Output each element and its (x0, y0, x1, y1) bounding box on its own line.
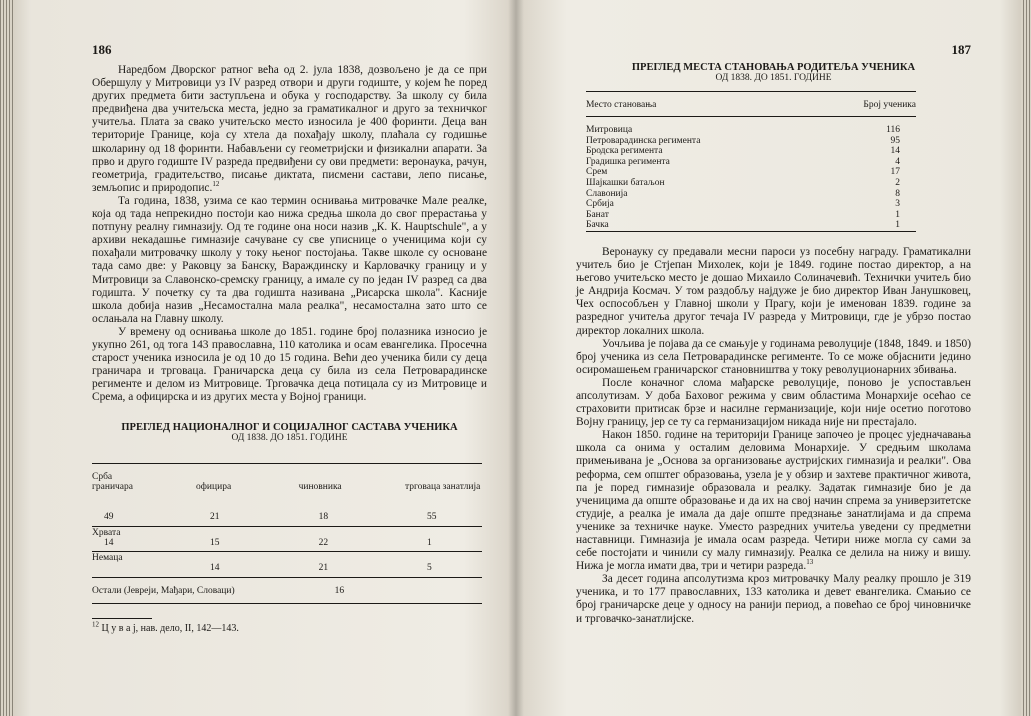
left-page (0, 0, 515, 716)
footnote (92, 623, 487, 634)
place-cell: Бродска регимента (586, 146, 663, 157)
table-row (586, 136, 916, 147)
cell: 5 (427, 563, 432, 574)
count-cell: 8 (895, 188, 900, 199)
group-label: Срба (92, 472, 113, 483)
others-value: 16 (295, 577, 482, 603)
table-row (586, 146, 916, 157)
right-text (576, 246, 971, 626)
count-cell: 14 (890, 146, 900, 157)
count-cell: 17 (890, 167, 900, 178)
table-rule-bottom (586, 231, 916, 232)
paragraph: За десет година апсолутизма кроз митровачку Малу реалку прошло је 319 ученика, и то 177 православних, 133 католика и девет евангелика. Смањио се број граничарске деце у односу на ранији период, а повећао се број чиновничке и трговачко-занатлијске. (576, 573, 971, 625)
paragraph-text: Након 1850. године на територији Границе започео је процес уједначавања школа са онима у осталим деловима Монархије. У средњим школама примењивана је „Основа за организовање аустријских гимназија и реалки". Ова реформа, сем општег образовања, узела је у обзир и захтеве практичног живота, па је поред гимназије образовала и реалку. Задатак гимназије био је да ученицима да опште образовање и да их на свој начин спрема за универзитетске студије, а реалка је имала да даје опште предзнање занатлијама и да спрема ученике за техничке науке. Уместо разредних учитеља уведени су предметни наставници. Гимназија је имала осам разреда. Четири ниже могла су сами за себе постојати и чинили су малу гимназију. Реалка се делила на нижу и вишу. Нижа је могла имати два, три и четири разреда. (576, 429, 971, 573)
others-label: Остали (Јевреји, Мађари, Словаци) (92, 577, 295, 603)
composition-table (92, 470, 482, 603)
count-cell: 2 (895, 177, 900, 188)
paragraph (576, 429, 971, 573)
count-cell: 1 (895, 209, 900, 220)
page-number: 186 (92, 42, 112, 57)
footnote-number: 12 (92, 621, 99, 630)
table-subtitle: ОД 1838. ДО 1851. ГОДИНЕ (231, 433, 348, 444)
residence-table (586, 125, 916, 231)
residence-table-header (586, 94, 916, 116)
table-subtitle: ОД 1838. ДО 1851. ГОДИНЕ (715, 73, 832, 83)
table-rule-bottom (92, 603, 482, 604)
footnote-text: Ц у в а ј, нав. дело, II, 142—143. (101, 623, 239, 635)
count-cell: 4 (895, 156, 900, 167)
count-cell: 1 (895, 220, 900, 231)
cell: 15 (210, 537, 220, 548)
table-rule (586, 91, 916, 92)
place-cell: Бачка (586, 220, 609, 231)
paragraph-text: Наредбом Дворског ратног већа од 2. јула 1838, дозвољено је да се при Обершулу у Митровици уз IV разред отвори и други годиште, у којем ће поред других предмета бити заступљена и обука у господарству. За школу су била предвиђена два учитељска места, једно за граматикалног и друго за техничког учитеља. Плата за свако учитељско место износила је 400 форинти. Деца ван територије Границе, која су хтела да похађају школу, плаћала су годишње школарину од 18 форинти. Набављени су геометријски и физикални апарати. За прво и друго годиште IV разреда предвиђени су ови предмети: веронаука, рачун, геометрија, градитељство, писање диктата, писмени састави, лепо писање, земљопис и природопис. (92, 64, 487, 194)
footnote-ref: 12 (212, 180, 220, 189)
place-cell: Славонија (586, 188, 628, 199)
col-header: чиновника (298, 482, 342, 493)
table-row (586, 210, 916, 221)
place-cell: Градишка регимента (586, 156, 670, 167)
footnote-rule (92, 618, 152, 619)
cell: 22 (318, 537, 329, 548)
cell: 1 (427, 537, 432, 548)
place-cell: Србија (586, 199, 614, 210)
table-row (586, 178, 916, 189)
paragraph (92, 64, 487, 195)
table-rule (92, 463, 482, 464)
table-title: ПРЕГЛЕД НАЦИОНАЛНОГ И СОЦИЈАЛНОГ САСТАВА УЧЕНИКА (121, 422, 458, 434)
national-composition-table (92, 422, 487, 604)
paragraph: После коначног слома мађарске револуције, поново је успостављен апсолутизам. У доба Баховог режима у свим областима Монархије осећао се страховити притисак брзе и насилне германизације, који није осетио поготово Војну границу, јер се ту са германизацијом никада није ни престајало. (576, 376, 971, 429)
table-row (586, 189, 916, 200)
col-header-count: Број ученика (863, 99, 916, 110)
paragraph: Уочљива је појава да се смањује у годинама револуције (1848, 1849. и 1850) број ученика из села Петроварадинске регименте. То се може објаснити једино осиромашењем граничарског становништва у току револуционарних збивања. (576, 337, 971, 376)
page-number: 187 (951, 42, 971, 57)
paragraph: Та година, 1838, узима се као термин оснивања митровачке Мале реалке, која од тада непрекидно постоји као нижа средња школа до свог прерастања у потпуну реалну гимназију. Од те године она носи назив „К. К. Hauptschule", а у архиви некадашње гимназије сачуване су све уписнице о ученицима који су похађали митровачку школу у току њеног постојања. Такве школе су основане тада само две: у Раковцу за Банску, Вараждинску и Карловачку границу и у Митровици за Славонско-сремску границу, а имале су по један IV разред са два годишта. У почетку су та два годишта називана „Рисарска школа". Касније школа добија назив „Несамостална мала реалка", несамостална зато што се ослањала на Главну школу. (92, 194, 487, 325)
table-row (586, 157, 916, 168)
cell: 18 (318, 512, 329, 523)
count-cell: 3 (895, 199, 900, 210)
paragraph: У времену од оснивања школе до 1851. године број полазника износио је укупно 261, од тога 143 православна, 110 католика и осам евангелика. Просечна старост ученика износила је од 10 до 15 година. Већи део ученика били су деца граничара и трговаца. Граничарска деца су била из села Петроварадинске регименте и делом из Митровице. Трговачка деца потицала су из Митровице и Срема, а официрска и из других места у Војној граници. (92, 325, 487, 404)
table-rule (586, 116, 916, 117)
count-cell: 116 (886, 125, 900, 135)
place-cell: Петроварадинска регимента (586, 135, 701, 146)
cell: 21 (210, 512, 220, 523)
table-row (586, 125, 916, 136)
col-header: трговаца занатлија (405, 482, 481, 493)
group-label: Хрвата (92, 526, 482, 538)
table-row (586, 167, 916, 178)
col-header-place: Место становања (586, 99, 657, 110)
cell: 49 (104, 512, 114, 523)
cell: 14 (210, 563, 220, 574)
table-title: ПРЕГЛЕД МЕСТА СТАНОВАЊА РОДИТЕЉА УЧЕНИКА (631, 62, 916, 73)
place-cell: Банат (586, 209, 609, 220)
count-cell: 95 (890, 135, 900, 146)
cell: 55 (427, 512, 437, 523)
col-header: граничара (92, 482, 133, 493)
right-page (516, 0, 1031, 716)
cell: 21 (318, 563, 329, 574)
place-cell: Срем (586, 167, 608, 178)
place-cell: Шајкашки батаљон (586, 177, 665, 188)
paragraph: Веронауку су предавали месни пароси уз посебну награду. Граматикални учитељ био је Стјепан Михолек, који је 1849. године постао директор, а на његово учитељско место је дошао Михаило Солиначевић. Технички учитељ био је Андрија Космач. У том раздобљу најдуже је био директор Иван Јанушковец, Чех оспособљен у Главној школи у Прагу, који је именован 1839. године за разредног учитеља другог течаја IV разреда у Митровици, где је убрзо постао директор локалних школа. (576, 245, 971, 337)
col-header: официра (196, 482, 232, 493)
footnote-ref: 13 (806, 558, 814, 567)
place-cell: Митровица (586, 125, 633, 135)
table-row (586, 220, 916, 231)
residence-table-block (576, 62, 971, 232)
cell (92, 563, 190, 577)
table-row (586, 199, 916, 210)
cell: 14 (104, 537, 114, 548)
group-label: Немаца (92, 552, 482, 564)
